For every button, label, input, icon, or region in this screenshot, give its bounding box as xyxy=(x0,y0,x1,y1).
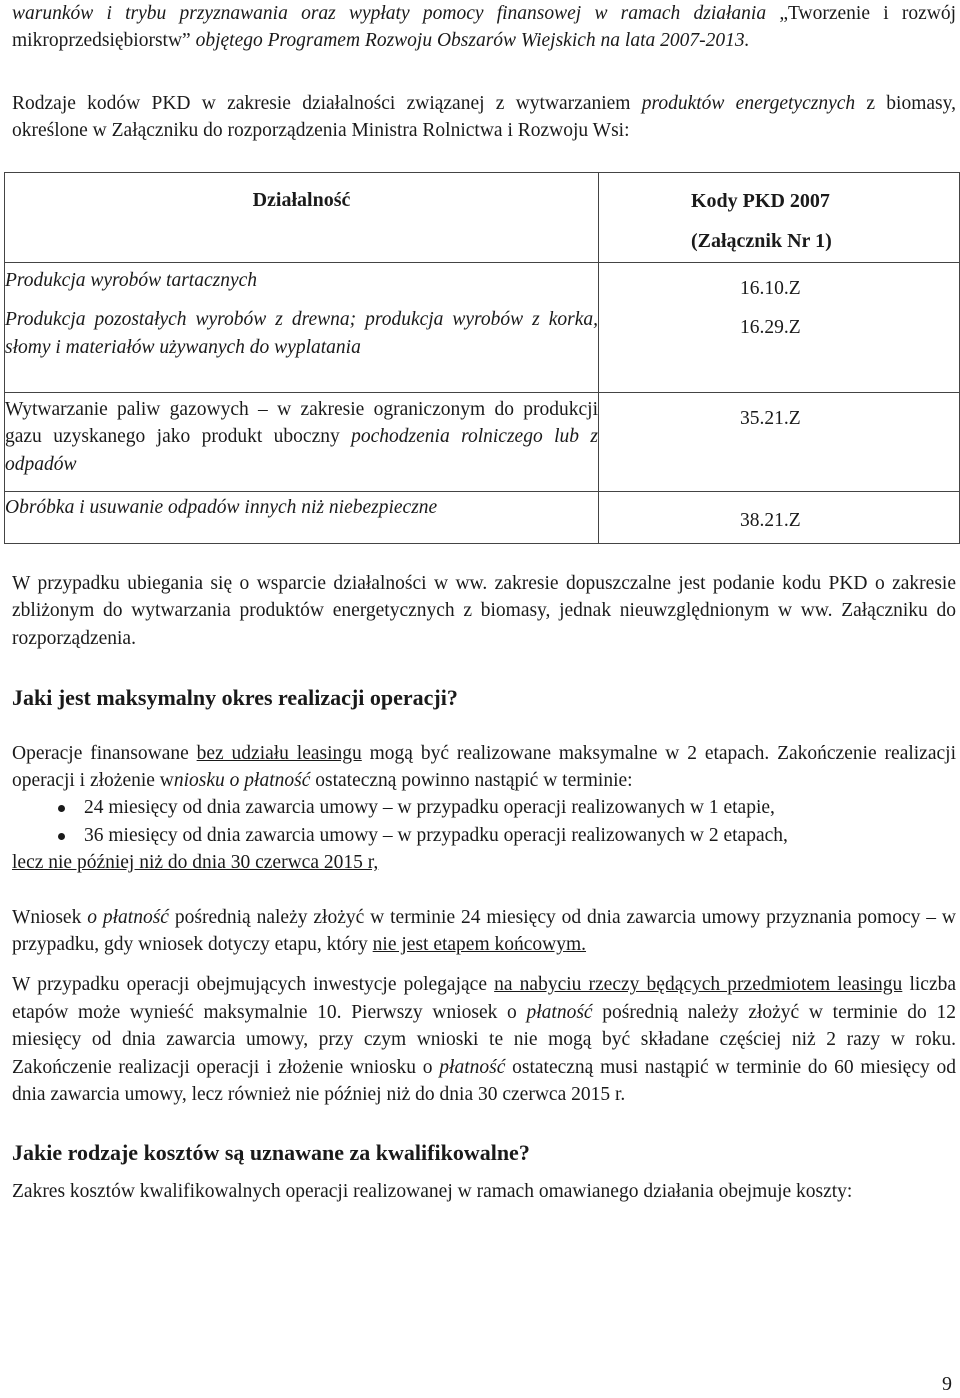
costs-paragraph: Zakres kosztów kwalifikowalnych operacji realizowanej w ramach omawianego działania obejmuje koszty: xyxy=(12,1180,853,1202)
row3-code: 38.21.Z xyxy=(740,510,801,531)
intro-quoted: „Tworzenie i rozwój mikroprzedsiębiorstw” xyxy=(12,3,956,52)
row2-codes-cell xyxy=(599,393,960,492)
p1-text-c: ostateczną powinno nastąpić w terminie: xyxy=(310,770,633,792)
p1-italic: niosku o płatność xyxy=(173,770,311,792)
p3-text-a: W przypadku operacji obejmujących inwestycje polegające xyxy=(12,974,495,996)
p3-text-b: liczba etapów może wynieść maksymalnie 10. Pierwszy wniosek o xyxy=(12,974,957,1023)
row2-activity-italic: pochodzenia rolniczego lub z odpadów xyxy=(5,426,598,475)
row1-activity-b-text: Produkcja pozostałych wyrobów z drewna; produkcja wyrobów z korka, słomy i materiałów używanych do wyplatania xyxy=(5,309,598,358)
note-paragraph: W przypadku ubiegania się o wsparcie działalności w ww. zakresie dopuszczalne jest podanie kodu PKD o zakresie zbliżonym do wytwarzania produktów energetycznych z biomasy, jednak nieuwzględnionym w ww. Załączniku do rozporządzenia. xyxy=(12,573,956,649)
row1-activity-cell xyxy=(5,263,599,393)
list-item: 24 miesięcy od dnia zawarcia umowy – w przypadku operacji realizowanych w 1 etapie, xyxy=(84,794,956,821)
row2-activity-cell xyxy=(5,393,599,492)
p3-italic-1: płatność xyxy=(526,1001,593,1023)
p2-text-a: Wniosek xyxy=(12,906,88,928)
intro-paragraph xyxy=(12,0,956,55)
page-number: 9 xyxy=(942,1373,952,1395)
list-item: 36 miesięcy od dnia zawarcia umowy – w przypadku operacji realizowanych w 2 etapach, xyxy=(84,822,956,849)
row3-codes-cell xyxy=(599,492,960,544)
intro-rest: objętego Programem Rozwoju Obszarów Wiejskich na lata 2007-2013. xyxy=(190,30,750,52)
interim-payment-paragraph xyxy=(12,904,956,959)
p2-underlined: nie jest etapem końcowym. xyxy=(372,934,587,956)
row3-activity-cell xyxy=(5,492,599,544)
p3-text-c: pośrednią należy złożyć w terminie do 12 miesięcy od dnia zawarcia umowy, przy czym wnioski te nie mogą być składane częściej niż 2 razy w roku. Zakończenie realizacji operacji i złożenie wniosku o xyxy=(12,1001,956,1078)
p3-italic-2: płatność xyxy=(439,1056,506,1078)
row1-code2: 16.29.Z xyxy=(740,317,801,338)
pkd-intro-text-2: z biomasy, określone w Załączniku do rozporządzenia Ministra Rolnictwa i Rozwoju Wsi: xyxy=(12,93,956,142)
intro-italic: warunków i trybu przyznawania oraz wypłaty pomocy finansowej w ramach działania xyxy=(12,3,780,24)
leasing-paragraph xyxy=(12,971,956,1108)
p2-text-b: pośrednią należy złożyć w terminie 24 miesięcy od dnia zawarcia umowy przyznania pomocy – w przypadku, gdy wniosek dotyczy etapu, który xyxy=(12,906,956,956)
deadline-underlined: lecz nie później niż do dnia 30 czerwca 2015 r, xyxy=(12,852,379,874)
p1-underlined: bez udziału leasingu xyxy=(196,742,362,764)
row3-activity-text: Obróbka i usuwanie odpadów innych niż niebezpieczne xyxy=(5,497,438,518)
deadline-line xyxy=(12,849,956,876)
pkd-intro-text: Rodzaje kodów PKD w zakresie działalności związanej z wytwarzaniem xyxy=(12,93,642,114)
row3-activity xyxy=(5,494,598,521)
header-codes-line1: Kody PKD 2007 xyxy=(691,190,830,212)
row1-code1: 16.10.Z xyxy=(740,278,801,299)
heading-max-period: Jaki jest maksymalny okres realizacji operacji? xyxy=(12,685,458,711)
p1-text-b: mogą być realizowane maksymalne w 2 etapach. Zakończenie realizacji operacji i złożenie w xyxy=(12,742,956,792)
period-paragraph xyxy=(12,740,956,795)
p3-underlined: na nabyciu rzeczy będących przedmiotem leasingu xyxy=(494,974,903,996)
pkd-intro-italic: produktów energetycznych xyxy=(641,93,856,114)
row1-activity-a xyxy=(5,267,598,294)
row1-activity-a-text: Produkcja wyrobów tartacznych xyxy=(5,270,258,291)
header-codes-cell xyxy=(599,173,960,263)
heading-eligible-costs: Jakie rodzaje kosztów są uznawane za kwalifikowalne? xyxy=(12,1139,530,1165)
p3-text-d: ostateczną musi nastąpić w terminie do 60 miesięcy od dnia zawarcia umowy, lecz również nie później niż do dnia 30 czerwca 2015 r. xyxy=(12,1056,956,1106)
header-activity-cell xyxy=(5,173,599,263)
header-codes-line2: (Załącznik Nr 1) xyxy=(691,230,832,252)
document-page-lower xyxy=(12,570,956,1205)
header-activity: Działalność xyxy=(252,189,351,211)
row2-code: 35.21.Z xyxy=(740,408,801,429)
pkd-table xyxy=(4,172,960,544)
row1-activity-b xyxy=(5,306,598,361)
row2-activity-text: Wytwarzanie paliw gazowych – w zakresie ograniczonym do produkcji gazu uzyskanego jako produkt uboczny xyxy=(5,399,598,448)
p1-text-a: Operacje finansowane xyxy=(12,742,197,764)
p2-italic: o płatność xyxy=(87,906,169,928)
deadline-list xyxy=(12,794,956,849)
row1-codes-cell xyxy=(599,263,960,393)
pkd-intro-paragraph xyxy=(12,90,956,145)
row2-activity xyxy=(5,396,598,478)
